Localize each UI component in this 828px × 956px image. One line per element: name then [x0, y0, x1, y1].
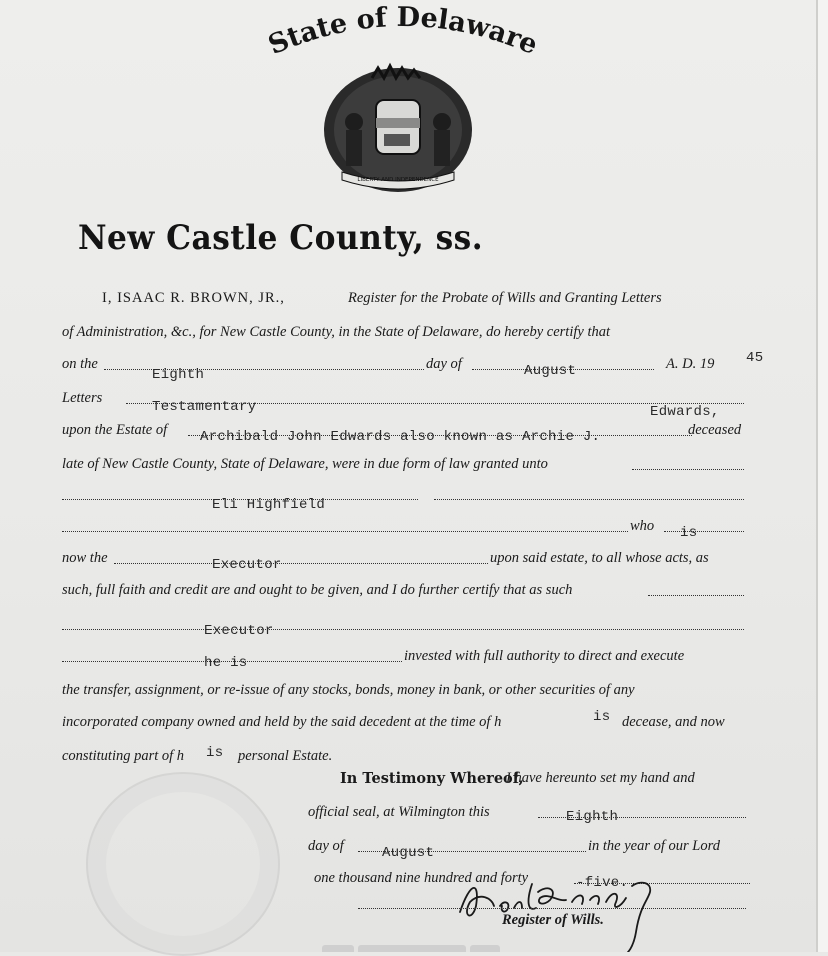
page-tab	[322, 945, 354, 952]
full-faith-fill	[648, 595, 744, 596]
typed-executor-2: Executor	[204, 623, 274, 639]
typed-decedent-cont: Edwards,	[650, 404, 720, 420]
on-the-label: on the	[62, 356, 98, 372]
grantee-field	[62, 497, 418, 513]
day-of-label: day of	[426, 356, 462, 372]
line-late-of	[62, 452, 744, 478]
seal-motto: LIBERTY AND INDEPENDENCE	[357, 177, 439, 183]
line-full-faith	[62, 578, 744, 604]
official-seal-text: official seal, at Wilmington this	[308, 804, 490, 820]
testimony-text: I have hereunto set my hand and	[506, 770, 695, 786]
page-tab	[358, 945, 466, 952]
now-the-label: now the	[62, 550, 108, 566]
constituting-text-end: personal Estate.	[238, 748, 333, 764]
typed-year: 45	[746, 350, 764, 366]
typed-letters-type: Testamentary	[152, 399, 257, 415]
day-of-label-2: day of	[308, 838, 344, 854]
svg-text:State of Delaware	[264, 2, 542, 61]
signature-line	[358, 908, 746, 909]
typed-month: August	[524, 363, 577, 379]
year-lord-text: in the year of our Lord	[588, 838, 720, 854]
incorporated-text: incorporated company owned and held by the said decedent at the time of h	[62, 714, 502, 730]
letters-label: Letters	[62, 390, 103, 406]
sign-day-field	[538, 809, 746, 825]
ad-label: A. D. 19	[666, 356, 715, 372]
typed-day: Eighth	[152, 367, 205, 383]
deceased-label: deceased	[688, 422, 742, 438]
page-tab	[470, 945, 500, 952]
county-heading: New Castle County, ss.	[78, 218, 484, 258]
typed-his-1: is	[593, 709, 611, 725]
typed-is: is	[680, 525, 698, 541]
upon-said-text: upon said estate, to all whose acts, as	[490, 550, 709, 566]
transfer-text: the transfer, assignment, or re-issue of any stocks, bonds, money in bank, or other securities of any	[62, 682, 635, 698]
typed-sign-day: Eighth	[566, 809, 619, 825]
state-title	[258, 0, 548, 62]
line-date	[62, 350, 764, 383]
typed-his-2: is	[206, 745, 224, 761]
who-fill	[62, 531, 628, 532]
line-executor-2	[62, 612, 744, 638]
typed-executor: Executor	[212, 557, 282, 573]
typed-he-is: he is	[204, 655, 248, 671]
typed-decedent: Archibald John Edwards also known as Archie J.	[200, 429, 601, 445]
executor-field	[114, 557, 488, 573]
thousand-text: one thousand nine hundred and forty	[314, 870, 529, 886]
month-field	[472, 363, 654, 379]
sign-month-field	[358, 845, 586, 861]
line-transfer	[62, 678, 744, 704]
incorporated-text-end: decease, and now	[622, 714, 725, 730]
embossed-seal-icon	[86, 772, 280, 956]
line-invested	[62, 644, 744, 670]
upon-estate-label: upon the Estate of	[62, 422, 168, 438]
late-of-text: late of New Castle County, State of Delaware, were in due form of law granted unto	[62, 456, 548, 472]
he-is-field	[62, 655, 402, 671]
invested-text: invested with full authority to direct and execute	[404, 648, 685, 664]
line-letters	[62, 386, 744, 415]
executor-field-2	[62, 623, 744, 639]
full-faith-text: such, full faith and credit are and ought to be given, and I do further certify that as such	[62, 582, 573, 598]
intro-text: Register for the Probate of Wills and Granting Letters	[348, 290, 662, 306]
state-title-text: State of Delaware	[263, 1, 543, 62]
constituting-text: constituting part of h	[62, 748, 185, 764]
typed-sign-month: August	[382, 845, 435, 861]
testimony-heading: In Testimony Whereof,	[340, 770, 524, 787]
line-administration	[62, 320, 744, 346]
typed-sign-year: -five.	[576, 875, 629, 891]
line-intro	[62, 286, 744, 312]
day-field	[104, 367, 424, 383]
register-name: I, ISAAC R. BROWN, JR.,	[102, 290, 285, 306]
late-of-fill	[632, 469, 744, 470]
line-grantee	[62, 482, 744, 513]
line-who	[62, 514, 744, 540]
delaware-seal-icon	[320, 60, 476, 194]
who-label: who	[630, 518, 655, 534]
grantee-field-2	[434, 499, 744, 500]
administration-text: of Administration, &c., for New Castle County, in the State of Delaware, do hereby certify that	[62, 324, 610, 340]
line-now-the	[62, 546, 744, 572]
decedent-field	[188, 429, 692, 445]
register-of-wills-label: Register of Wills.	[502, 912, 604, 928]
typed-grantee: Eli Highfield	[212, 497, 326, 513]
line-incorporated	[62, 710, 744, 736]
is-field	[664, 525, 744, 541]
page-edge	[818, 0, 828, 952]
